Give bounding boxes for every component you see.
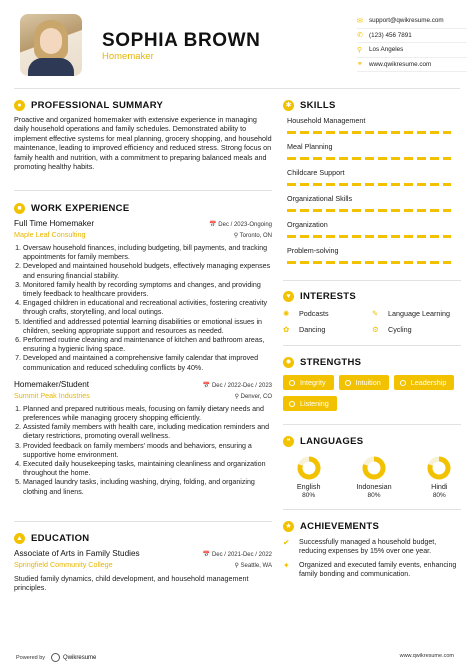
check-icon: ✔ bbox=[283, 538, 290, 547]
skill-item bbox=[283, 220, 461, 246]
section-title: WORK EXPERIENCE bbox=[31, 202, 130, 214]
skills-section bbox=[283, 98, 461, 272]
header bbox=[0, 0, 474, 82]
skill-item bbox=[283, 142, 461, 168]
email-icon: ✉ bbox=[357, 17, 363, 25]
bulb-icon: ✹ bbox=[283, 357, 294, 368]
skill-bar bbox=[287, 209, 451, 212]
strength-tags bbox=[283, 375, 461, 411]
job-company: Summit Peak Industries bbox=[14, 390, 90, 400]
phone-icon: ✆ bbox=[357, 32, 363, 40]
candidate-name: SOPHIA BROWN bbox=[102, 30, 261, 51]
contact-text: www.qwikresume.com bbox=[369, 60, 432, 68]
strength-tag: Integrity bbox=[283, 375, 334, 390]
link-icon: ⚭ bbox=[357, 61, 363, 69]
footer-url[interactable]: www.qwikresume.com bbox=[399, 653, 454, 659]
section-divider bbox=[283, 345, 461, 346]
list-item: 7. Developed and maintained a comprehensive family calendar that improved communication and reduced scheduling conflicts by 40%. bbox=[23, 354, 272, 372]
strength-tag: Listening bbox=[283, 396, 337, 411]
header-divider bbox=[14, 88, 460, 89]
strength-tag: Intuition bbox=[339, 375, 389, 390]
skill-label: Household Management bbox=[287, 116, 366, 125]
qwikresume-logo-icon bbox=[51, 653, 60, 662]
section-title: PROFESSIONAL SUMMARY bbox=[31, 99, 164, 111]
contact-text: (123) 456 7891 bbox=[369, 31, 412, 39]
skill-bar bbox=[287, 131, 451, 134]
section-title: ACHIEVEMENTS bbox=[300, 520, 380, 532]
skill-item bbox=[283, 168, 461, 194]
language-level: 80% bbox=[432, 492, 446, 499]
interest-item bbox=[372, 309, 461, 318]
language-item bbox=[352, 456, 395, 499]
section-title: EDUCATION bbox=[31, 532, 90, 544]
strengths-section bbox=[283, 355, 461, 411]
achievement-text: Successfully managed a household budget, reducing expenses by 15% over one year. bbox=[299, 538, 437, 555]
footer bbox=[0, 640, 474, 670]
achievements-section bbox=[283, 519, 461, 579]
education-location: ⚲ Seattle, WA bbox=[234, 563, 272, 569]
experience-section bbox=[14, 201, 272, 497]
skill-item bbox=[283, 116, 461, 142]
skill-bar bbox=[287, 261, 451, 264]
language-level-ring bbox=[427, 456, 451, 480]
interest-label: Podcasts bbox=[299, 309, 329, 318]
section-divider bbox=[283, 280, 461, 281]
cycling-icon: ⚙ bbox=[372, 325, 379, 334]
language-list bbox=[283, 456, 461, 499]
skill-bar bbox=[287, 183, 451, 186]
degree-title: Associate of Arts in Family Studies bbox=[14, 549, 140, 558]
candidate-role: Homemaker bbox=[102, 51, 154, 62]
language-item bbox=[418, 456, 461, 499]
summary-text: Proactive and organized homemaker with extensive experience in managing daily household operations and family schedules. Demonstrated ability to implement effective systems for meal planning, grocery shopping, and household maintenance, leading to improved efficiency and reduced stress. Strong focus on family health and nutrition, with a commitment to preparing balanced meals and promoting healthy habits. bbox=[14, 115, 272, 172]
powered-by-label: Powered by bbox=[16, 654, 46, 661]
dancing-icon: ✿ bbox=[283, 325, 290, 334]
skill-bar bbox=[287, 157, 451, 160]
list-item: 1. Oversaw household finances, including budgeting, bill payments, and tracking appointments for family members. bbox=[23, 244, 272, 262]
contact-location bbox=[357, 43, 467, 58]
list-item: 2. Assisted family members with health care, including medication reminders and dietary restrictions, promoting overall wellness. bbox=[23, 423, 272, 441]
summary-section bbox=[14, 98, 272, 171]
education-section bbox=[14, 531, 272, 593]
star-icon: ✦ bbox=[283, 561, 290, 570]
job-dates: 📅 Dec / 2023-Ongoing bbox=[209, 222, 272, 228]
contact-text: support@qwikresume.com bbox=[369, 17, 444, 25]
language-name: Hindi bbox=[431, 482, 448, 491]
lightbulb-icon: ✱ bbox=[283, 100, 294, 111]
contact-email[interactable] bbox=[357, 14, 467, 29]
job-responsibilities bbox=[14, 244, 272, 373]
job-entry bbox=[14, 219, 272, 373]
list-item: 5. Managed laundry tasks, including washing, drying, folding, and organizing clothing and linens. bbox=[23, 478, 272, 496]
list-item: 2. Developed and maintained household budgets, effectively managing expenses and ensuring financial stability. bbox=[23, 262, 272, 280]
speech-bubble-icon: ❝ bbox=[283, 436, 294, 447]
achievement-item bbox=[283, 538, 461, 556]
language-level-ring bbox=[297, 456, 321, 480]
list-item: 1. Planned and prepared nutritious meals, focusing on family dietary needs and preferences while managing grocery shopping efficiently. bbox=[23, 405, 272, 423]
interest-item bbox=[283, 309, 372, 318]
skill-label: Organizational Skills bbox=[287, 194, 353, 203]
section-divider bbox=[283, 424, 461, 425]
list-item: 3. Provided feedback on family members' moods and behaviors, ensuring a supportive home environment. bbox=[23, 442, 272, 460]
section-title: SKILLS bbox=[300, 99, 336, 111]
interest-label: Dancing bbox=[299, 325, 326, 334]
skill-label: Meal Planning bbox=[287, 142, 333, 151]
section-divider bbox=[14, 521, 272, 522]
trophy-icon: ★ bbox=[283, 521, 294, 532]
language-name: Indonesian bbox=[356, 482, 392, 491]
briefcase-icon: ■ bbox=[14, 203, 25, 214]
powered-by bbox=[16, 653, 96, 662]
job-title: Full Time Homemaker bbox=[14, 219, 95, 228]
section-divider bbox=[14, 190, 272, 191]
education-description: Studied family dynamics, child development, and household management principles. bbox=[14, 574, 249, 593]
graduation-cap-icon: ▲ bbox=[14, 533, 25, 544]
list-item: 4. Executed daily housekeeping tasks, maintaining cleanliness and organization throughout the home. bbox=[23, 460, 272, 478]
list-item: 4. Engaged children in educational and recreational activities, fostering creativity through crafts, storytelling, and local outings. bbox=[23, 299, 272, 317]
section-title: INTERESTS bbox=[300, 290, 357, 302]
education-dates: 📅 Dec / 2021-Dec / 2022 bbox=[202, 552, 272, 558]
interest-item bbox=[372, 325, 461, 334]
user-icon: ● bbox=[14, 100, 25, 111]
list-item: 6. Performed routine cleaning and maintenance of kitchen and bathroom areas, ensuring a hygienic living space. bbox=[23, 336, 272, 354]
languages-section bbox=[283, 434, 461, 499]
skill-label: Childcare Support bbox=[287, 168, 345, 177]
job-location: ⚲ Denver, CO bbox=[234, 393, 272, 400]
interest-item bbox=[283, 325, 372, 334]
interest-label: Cycling bbox=[388, 325, 412, 334]
section-divider bbox=[283, 509, 461, 510]
interests-section bbox=[283, 289, 461, 334]
job-location: ⚲ Toronto, ON bbox=[233, 233, 272, 239]
profile-photo bbox=[20, 14, 82, 76]
language-level: 80% bbox=[367, 492, 381, 499]
section-title: STRENGTHS bbox=[300, 356, 362, 368]
achievement-text: Organized and executed family events, enhancing family bonding and communication. bbox=[299, 561, 457, 578]
section-title: LANGUAGES bbox=[300, 435, 364, 447]
contact-phone[interactable] bbox=[357, 29, 467, 44]
language-item bbox=[287, 456, 330, 499]
podcast-icon: ✺ bbox=[283, 309, 290, 318]
school-name: Springfield Community College bbox=[14, 560, 113, 569]
language-icon: ✎ bbox=[372, 309, 379, 318]
list-item: 3. Monitored family health by recording symptoms and changes, and providing timely feedback to healthcare providers. bbox=[23, 281, 272, 299]
language-level: 80% bbox=[302, 492, 316, 499]
job-entry bbox=[14, 380, 272, 497]
skill-item bbox=[283, 246, 461, 272]
skill-label: Problem-solving bbox=[287, 246, 339, 255]
interest-label: Language Learning bbox=[388, 309, 450, 318]
list-item: 5. Identified and addressed potential learning disabilities or emotional issues in children, seeking appropriate support and resources as needed. bbox=[23, 318, 272, 336]
skill-label: Organization bbox=[287, 220, 328, 229]
brand-name[interactable]: Qwikresume bbox=[63, 654, 97, 661]
skill-item bbox=[283, 194, 461, 220]
strength-tag: Leadership bbox=[394, 375, 455, 390]
contact-list bbox=[357, 14, 467, 72]
location-icon: ⚲ bbox=[357, 46, 363, 54]
achievement-item bbox=[283, 561, 461, 579]
job-responsibilities bbox=[14, 405, 272, 497]
job-title: Homemaker/Student bbox=[14, 379, 90, 389]
skill-bar bbox=[287, 235, 451, 238]
job-company: Maple Leaf Consulting bbox=[14, 230, 86, 239]
heart-icon: ♥ bbox=[283, 291, 294, 302]
contact-website[interactable] bbox=[357, 58, 467, 73]
job-dates: 📅 Dec / 2022-Dec / 2023 bbox=[202, 382, 272, 389]
contact-text: Los Angeles bbox=[369, 46, 404, 54]
language-name: English bbox=[296, 482, 321, 491]
language-level-ring bbox=[362, 456, 386, 480]
